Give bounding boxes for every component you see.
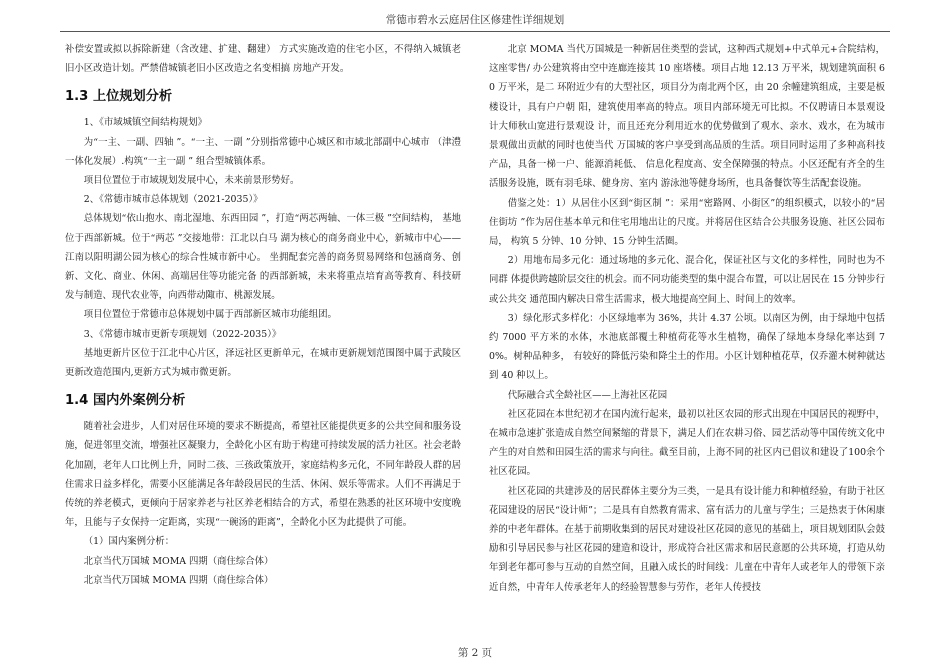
community-garden-paragraph: 社区花园在本世纪初才在国内流行起来，最初以社区农园的形式出现在中国居民的视野中，在城市急速扩张造成自然空间紧缩的背景下，满足人们在农耕习俗、园艺活动等中国传统文化中产生的对自然和田园生活的需求与向往。截至目前，上海不同的社区内已倡议和建设了100余个社区花园。 [489,408,885,478]
shanghai-case-title: 代际融合式全龄社区——上海社区花园 [507,389,668,401]
case-name-line: 北京当代万国城 MOMA 四期（商住综合体） [83,574,274,586]
section-heading-1-3: 1.3 上位规划分析 [65,89,173,105]
plan-item-3-body: 基地更新片区位于江北中心片区，泽远社区更新单元，在城市更新规划范围图中属于武陵区更新改造范围内,更新方式为城市微更新。 [65,347,461,379]
right-column [489,40,885,597]
lesson-2-paragraph: 2）用地布局多元化：通过场地的多元化、混合化，保证社区与文化的多样性，同时也为不同群 体提供跨越阶层交往的机会。而不同功能类型的集中混合布置，可以让居民在 15 分钟步行或公共交 通范围内解决日常生活需求，极大地提高空间上、时间上的效率。 [489,255,885,305]
plan-item-2-note: 项目位置位于常德市总体规划中属于西部新区城市功能组团。 [83,309,337,321]
intro-paragraph: 补偿安置或拟以拆除新建（含改建、扩建、翻建） 方式实施改造的住宅小区，不得纳入城镇老旧小区改造计划。严禁借城镇老旧小区改造之名变相搞 房地产开发。 [65,44,461,75]
lesson-3-paragraph: 3）绿化形式多样化：小区绿地率为 36%，共计 4.37 公顷。以南区为例，由于绿地中包括约 7000 平方米的水体，水池底部覆土种植荷花等水生植物，确保了绿地本身绿化率达到 70%。树种品种多， 有较好的降低污染和降尘土的作用。小区计划种植花草，仅乔灌木树种就达到 40 种以上。 [489,312,885,382]
case-intro-paragraph: 随着社会进步，人们对居住环境的要求不断提高，希望社区能提供更多的公共空间和服务设施，促进邻里交流，增强社区凝聚力，全龄化小区有助于构建可持续发展的活力社区。社会老龄化加剧，老年人口比例上升，同时二孩、三孩政策放开，家庭结构多元化，不同年龄段人群的居住需求日益多样化，需要小区能满足各年龄段居民的生活、休闲、娱乐等需求。人们不再满足于传统的养老模式，更倾向于居家养老与社区养老相结合的方式，希望在熟悉的社区环境中安度晚年，且能与子女保持一定距离，实现“一碗汤的距离”，全龄化小区为此提供了可能。 [65,421,461,529]
plan-item-3-title: 3、《常德市城市更新专项规划（2022-2035）》 [83,328,282,340]
moma-description-paragraph: 北京 MOMA 当代万国城是一种新居住类型的尝试，这种西式规划+中式单元+合院结构，这座零售/ 办公建筑将由空中连廊连接其 10 座塔楼。项目占地 12.13 万平米，规划建筑面积 60 万平米，是二 环附近少有的大型社区，项目分为南北两个区，由 20 余幢建筑组成，主要是板楼设计，具有户户朝 阳，建筑使用率高的特点。项目内部环境无可比拟。不仅聘请日本景观设计大师秋山宽进行景观设 计，而且还充分利用近水的优势做到了观水、亲水、戏水，在为城市景观做出贡献的同时也使当代 万国城的客户享受到高品质的生活。项目同时运用了多种高科技产品，具备一梯一户、能源消耗低、 信息化程度高、安全保障强的特点。小区还配有齐全的生活服务设施，既有羽毛球、健身房、室内 游泳池等健身场所，也具备餐饮等生活配套设施。 [489,44,885,190]
plan-item-1-body: 为“一主、一副、四轴 ”。“一主、一副 ”分别指常德中心城区和市域北部副中心城市 （津澧一体化发展）.构筑“一主一副 ” 组合型城镇体系。 [65,136,461,167]
page-header-title: 常德市碧水云庭居住区修建性详细规划 [385,14,565,26]
plan-item-1-title: 1、《市域城镇空间结构规划》 [83,117,207,129]
lesson-1-paragraph: 借鉴之处：1）从居住小区到“街区制 ”：采用“密路网、小街区”的组织模式，以较小的“居 住街坊 ”作为居住基本单元和住宅用地出让的尺度。并将居住区结合公共服务设施、社区公园布局， 构筑 5 分钟、10 分钟、15 分钟生活圈。 [489,197,885,248]
garden-groups-paragraph: 社区花园的共建涉及的居民群体主要分为三类，一是具有设计能力和种植经验，有助于社区花园建设的居民“设计师”；二是具有自然教育需求、富有活力的儿童与学生；三是热衷于休闲康养的中老年群体。在基于前期收集到的居民对建设社区花园的意见的基础上，项目规划团队会鼓励和引导居民参与社区花园的建造和设计，形成符合社区需求和居民意愿的公共环境，打造从幼年到老年都可参与互动的自然空间，且融入成长的时间线：儿童在中青年人或老年人的带领下亲近自然，中青年人传承老年人的经验智慧参与劳作，老年人传授技 [489,485,885,593]
page-number: 第 2 页 [457,647,493,659]
plan-item-2-title: 2、《常德市城市总体规划（2021-2035）》 [83,194,263,206]
plan-item-2-body: 总体规划“依山抱水、南北湿地、东西田园 ”，打造“两芯两轴、一体三极 ”空间结构， 基地位于西部新城。位于“两芯 ”交接地带：江北以白马 湖为核心的商务商业中心，新城市中心——江南以阳明湖公园为核心的综合性城市新中心。 坐拥配套完善的商务贸易网络和包涵商务、创新、文化、商业、休闲、高端居住等功能完备 的西部新城，未来将重点培育高等教育、科技研发与制造、现代农业等，向西带动陬市、桃源发展。 [65,213,461,302]
header-divider [60,31,890,32]
left-column [65,40,461,590]
domestic-case-label: （1）国内案例分析： [83,536,175,548]
plan-item-1-note: 项目位置位于市域规划发展中心，未来前景形势好。 [83,175,300,187]
section-heading-1-4: 1.4 国内外案例分析 [65,393,186,409]
case-name-line: 北京当代万国城 MOMA 四期（商住综合体） [83,555,274,567]
